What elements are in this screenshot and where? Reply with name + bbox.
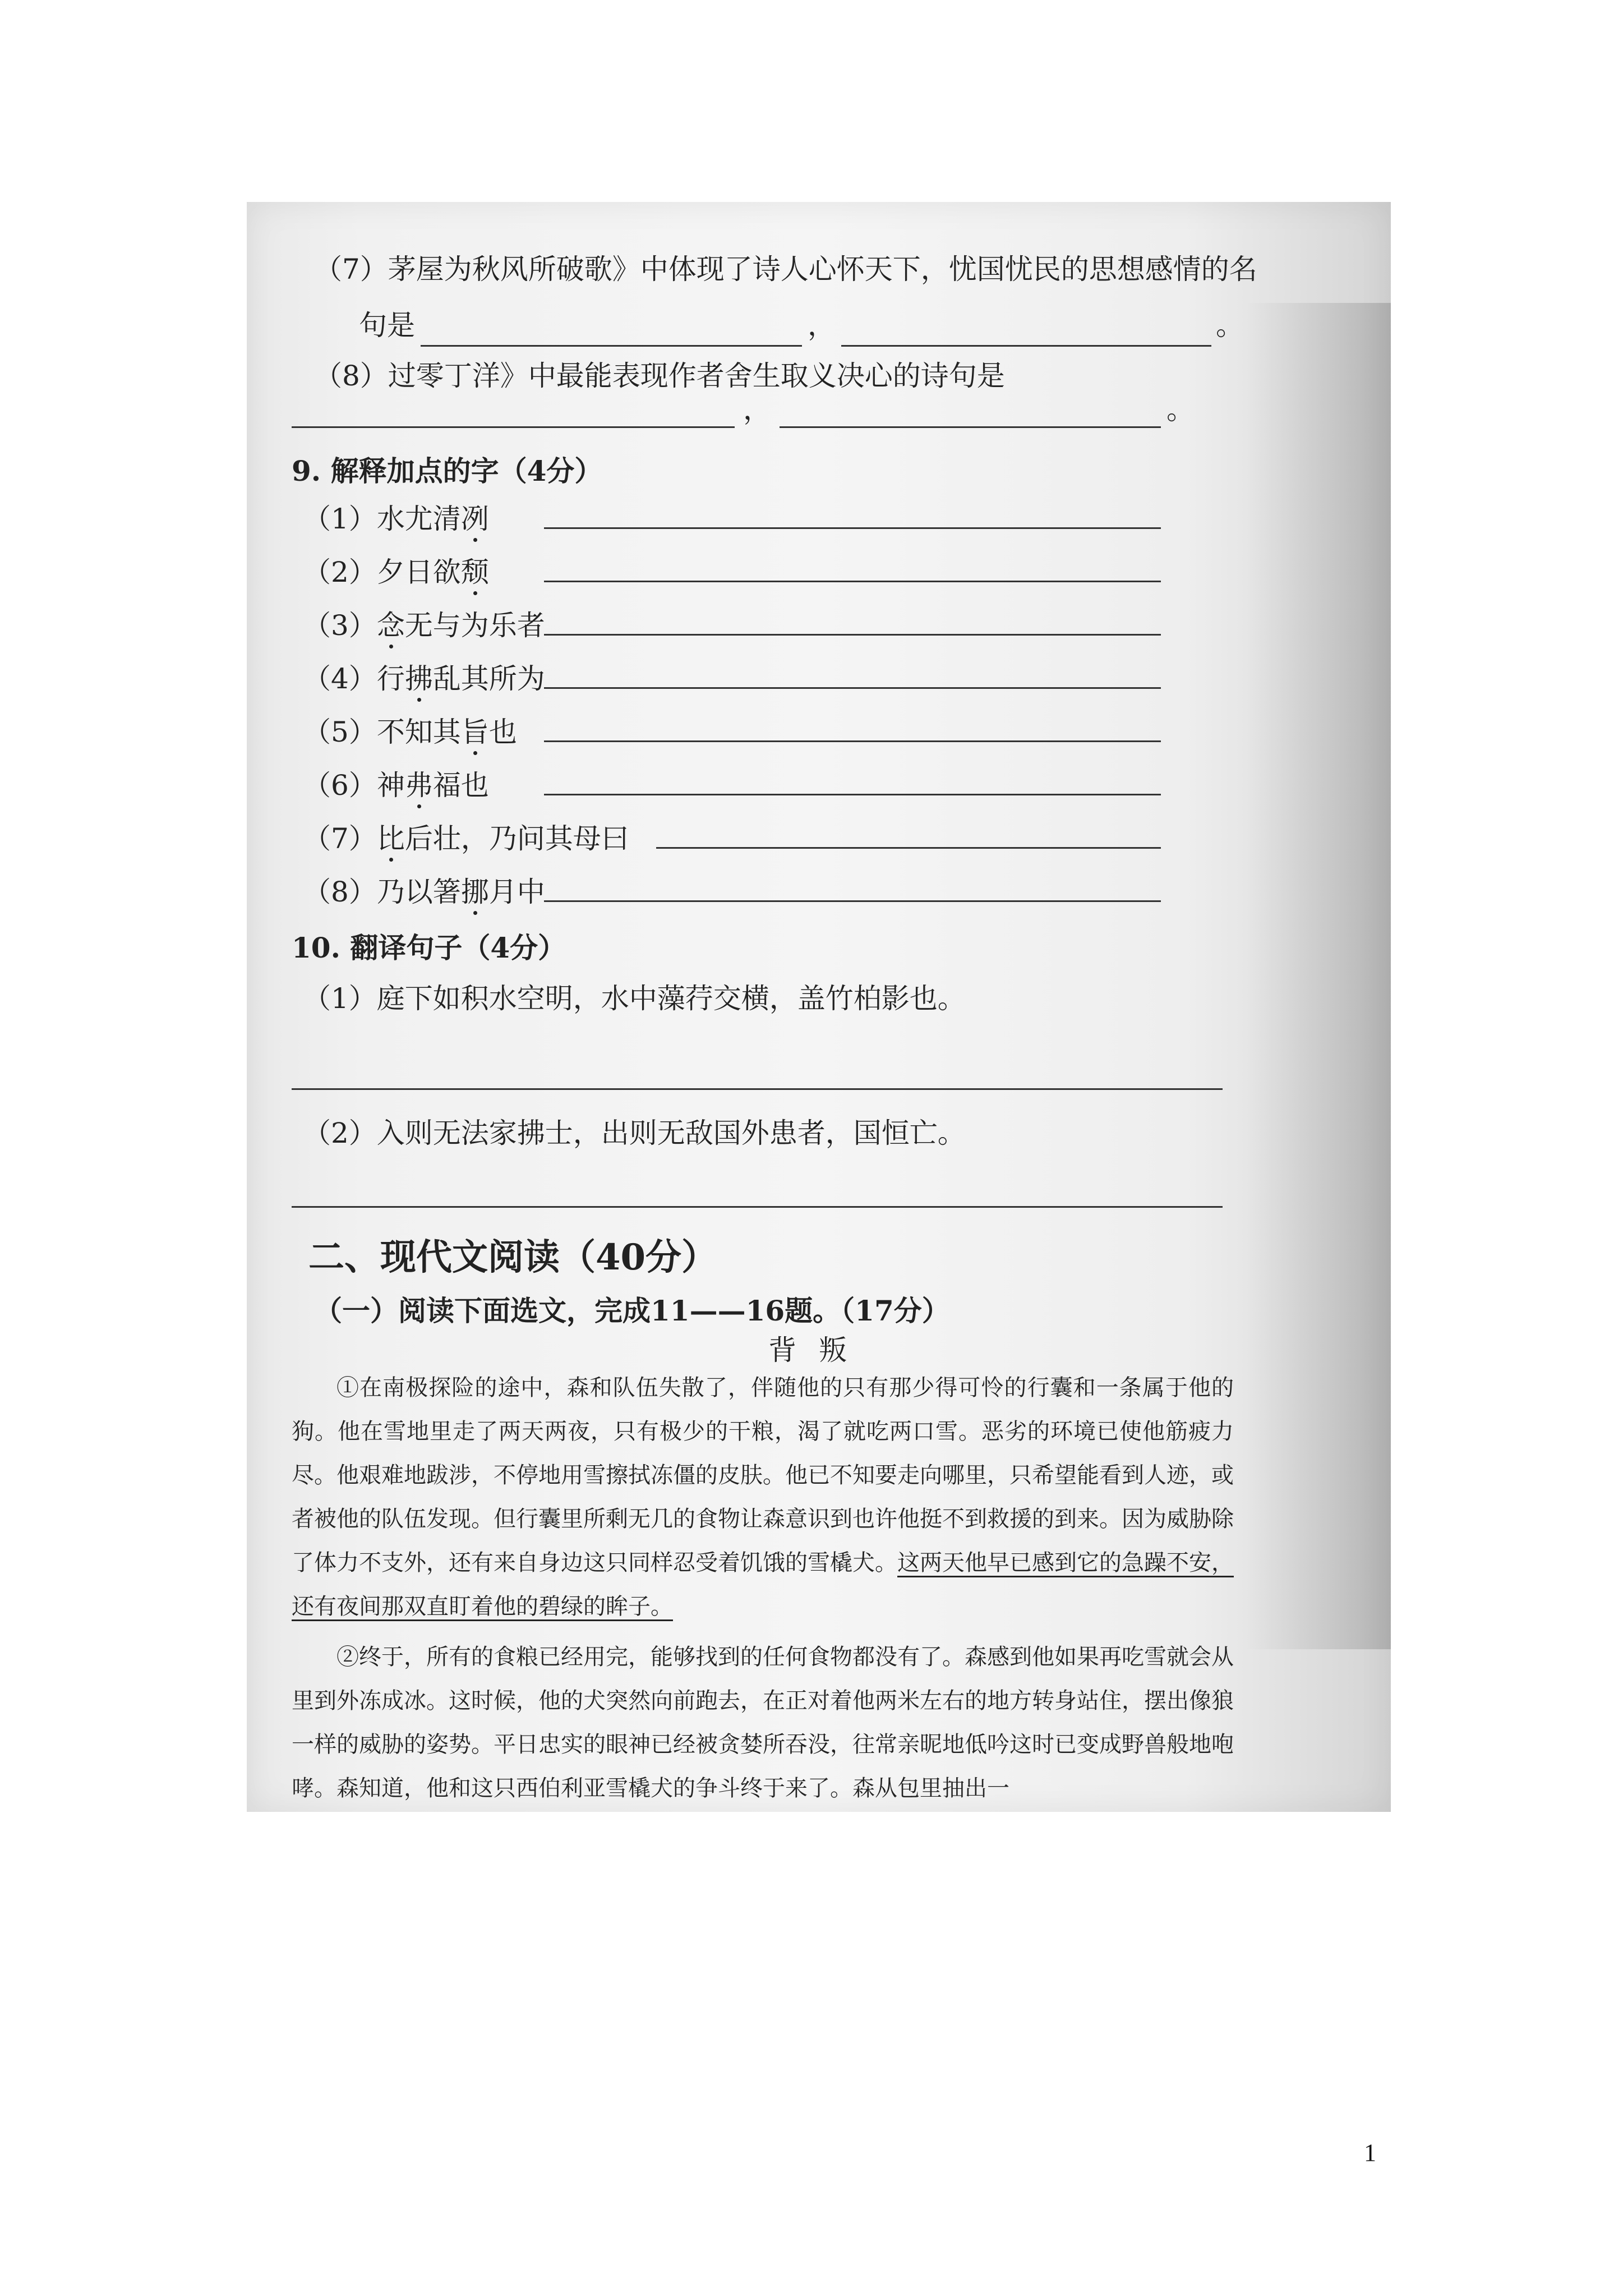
item-number: （3） bbox=[303, 609, 377, 642]
item-number: （4） bbox=[303, 662, 377, 695]
item-text: 也 bbox=[488, 716, 517, 748]
item-number: （2） bbox=[303, 556, 377, 588]
answer-blank[interactable] bbox=[544, 527, 1161, 529]
q9-item-5 bbox=[303, 715, 517, 749]
q9-item-8 bbox=[303, 875, 545, 909]
answer-blank[interactable] bbox=[544, 634, 1161, 636]
item-text: 神 bbox=[376, 769, 405, 802]
period-mark: 。 bbox=[1166, 393, 1195, 426]
dotted-char: 旨 bbox=[460, 716, 489, 748]
q8-item8-line1: （8）过零丁洋》中最能表现作者舍生取义决心的诗句是 bbox=[314, 360, 1005, 392]
scanned-exam-page bbox=[247, 202, 1391, 1812]
dotted-char: 颓 bbox=[460, 556, 489, 588]
page-number: 1 bbox=[1364, 2139, 1376, 2166]
q8-item7-line1: （7）茅屋为秋风所破歌》中体现了诗人心怀天下，忧国忧民的思想感情的名 bbox=[314, 253, 1257, 286]
q9-heading: 9. 解释加点的字（4分） bbox=[292, 454, 603, 487]
q9-item-4 bbox=[303, 662, 545, 696]
answer-blank[interactable] bbox=[544, 687, 1161, 689]
q9-item-3 bbox=[303, 609, 545, 642]
item-text: 不知其 bbox=[376, 716, 461, 748]
answer-blank[interactable] bbox=[421, 345, 802, 347]
section-heading: 二、现代文阅读（40分） bbox=[308, 1236, 718, 1278]
item-text: 福也 bbox=[432, 769, 489, 802]
answer-blank[interactable] bbox=[292, 1206, 1223, 1208]
q8-item7-prefix: 句是 bbox=[359, 309, 415, 342]
item-text: 乱其所为 bbox=[432, 662, 545, 695]
q9-item-7 bbox=[303, 822, 629, 855]
answer-blank[interactable] bbox=[544, 794, 1161, 795]
answer-blank[interactable] bbox=[841, 345, 1211, 347]
item-number: （8） bbox=[303, 876, 377, 908]
item-text: 无与为乐者 bbox=[404, 609, 545, 642]
q10-sentence-2: （2）入则无法家拂士，出则无敌国外患者，国恒亡。 bbox=[303, 1117, 966, 1149]
q10-heading: 10. 翻译句子（4分） bbox=[292, 931, 566, 964]
dotted-char: 念 bbox=[376, 609, 405, 642]
period-mark: 。 bbox=[1216, 309, 1244, 342]
dotted-char: 比 bbox=[376, 822, 405, 855]
q10-sentence-1: （1）庭下如积水空明，水中藻荇交横，盖竹柏影也。 bbox=[303, 982, 966, 1015]
answer-blank[interactable] bbox=[544, 900, 1161, 902]
answer-blank[interactable] bbox=[292, 426, 735, 428]
item-number: （5） bbox=[303, 716, 377, 748]
answer-blank[interactable] bbox=[544, 581, 1161, 582]
passage-title: 背叛 bbox=[768, 1334, 869, 1366]
item-text: 月中 bbox=[488, 876, 545, 908]
item-text: 水尤清 bbox=[376, 503, 461, 535]
q9-item-1 bbox=[303, 502, 489, 536]
item-text: 行 bbox=[376, 662, 405, 695]
paragraph-text: ①在南极探险的途中，森和队伍失散了，伴随他的只有那少得可怜的行囊和一条属于他的狗。他在雪地里走了两天两夜，只有极少的干粮，渴了就吃两口雪。恶劣的环境已使他筋疲力尽。他艰难地跋涉，不停地用雪擦拭冻僵的皮肤。他已不知要走向哪里，只希望能看到人迹，或者被他的队伍发现。但行囊里所剩无几的食物让森意识到也许他挺不到救援的到来。因为威胁除了体力不支外，还有来自身边这只同样忍受着饥饿的雪橇犬。 bbox=[292, 1375, 1234, 1576]
underlined-sentence: 这两天他早已感到它的急躁不安，还有夜间那双直盯着他的碧绿的眸子。 bbox=[292, 1550, 1234, 1619]
answer-blank[interactable] bbox=[544, 740, 1161, 742]
item-number: （7） bbox=[303, 822, 377, 855]
passage-paragraph-2: ②终于，所有的食粮已经用完，能够找到的任何食物都没有了。森感到他如果再吃雪就会从里到外冻成冰。这时候，他的犬突然向前跑去，在正对着他两米左右的地方转身站住，摆出像狼一样的威胁的姿势。平日忠实的眼神已经被贪婪所吞没，往常亲昵地低吟这时已变成野兽般地咆哮。森知道，他和这只西伯利亚雪橇犬的争斗终于来了。森从包里抽出一 bbox=[292, 1644, 1234, 1801]
dotted-char: 挪 bbox=[460, 876, 489, 908]
answer-blank[interactable] bbox=[780, 426, 1161, 428]
item-text: 后壮，乃问其母曰 bbox=[404, 822, 629, 855]
reading-instruction: （一）阅读下面选文，完成11——16题。（17分） bbox=[314, 1294, 950, 1327]
comma-mark: ， bbox=[743, 393, 771, 426]
answer-blank[interactable] bbox=[292, 1088, 1223, 1090]
q9-item-6 bbox=[303, 769, 489, 802]
item-number: （6） bbox=[303, 769, 377, 802]
item-number: （1） bbox=[303, 503, 377, 535]
item-text: 夕日欲 bbox=[376, 556, 461, 588]
item-text: 乃以箸 bbox=[376, 876, 461, 908]
passage-paragraph-1 bbox=[292, 1366, 1234, 1628]
dotted-char: 拂 bbox=[404, 662, 433, 695]
scan-shadow bbox=[1245, 303, 1391, 1649]
dotted-char: 冽 bbox=[460, 503, 489, 535]
comma-mark: ， bbox=[808, 309, 836, 342]
q9-item-2 bbox=[303, 555, 489, 589]
dotted-char: 弗 bbox=[404, 769, 433, 802]
answer-blank[interactable] bbox=[656, 847, 1161, 849]
